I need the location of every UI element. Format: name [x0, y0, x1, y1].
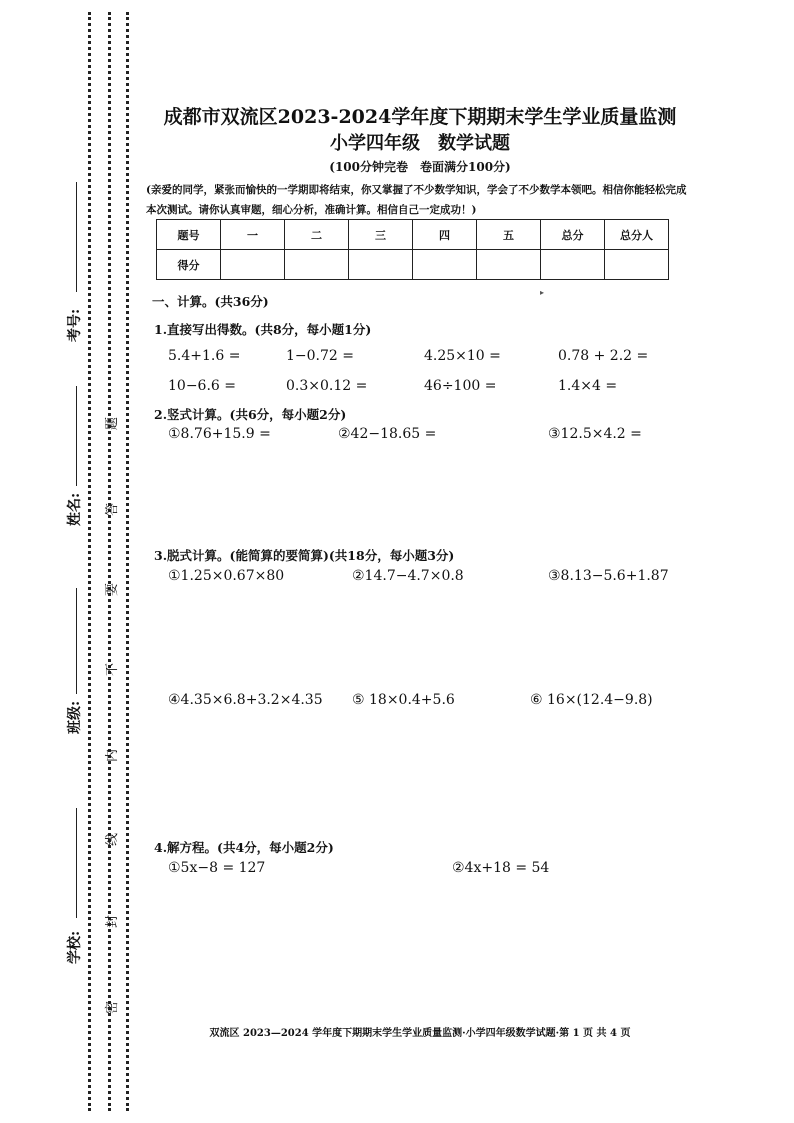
- score-cell[interactable]: [413, 250, 477, 280]
- exam-no-blank[interactable]: [76, 182, 77, 292]
- part1-title: 1.直接写出得数。(共8分，每小题1分): [154, 322, 372, 337]
- oral-item: 5.4+1.6 =: [168, 348, 241, 364]
- score-header-cell: 三: [349, 220, 413, 250]
- exam-title: 成都市双流区2023-2024学年度下期期末学生学业质量监测: [163, 106, 677, 128]
- vertical-calc-item: ③12.5×4.2 =: [548, 426, 642, 442]
- score-header-cell: 题号: [157, 220, 221, 250]
- score-cell[interactable]: [477, 250, 541, 280]
- score-table-score-row: [157, 250, 669, 280]
- scan-mark: ▸: [540, 288, 545, 297]
- score-header-cell: 二: [285, 220, 349, 250]
- step-calc-item: ②14.7−4.7×0.8: [352, 568, 464, 584]
- score-header-cell: 一: [221, 220, 285, 250]
- section1-title: 一、计算。(共36分): [152, 294, 269, 309]
- seal-char: 要: [105, 582, 121, 597]
- seal-char: 答: [105, 502, 121, 517]
- step-calc-item: ⑤ 18×0.4+5.6: [352, 692, 455, 708]
- seal-char: 密: [105, 1000, 121, 1015]
- seal-char: 封: [105, 914, 121, 929]
- exam-subtitle: 小学四年级 数学试题: [330, 133, 510, 154]
- score-cell[interactable]: [605, 250, 669, 280]
- score-header-cell: 五: [477, 220, 541, 250]
- oral-item: 46÷100 =: [424, 378, 497, 394]
- step-calc-item: ③8.13−5.6+1.87: [548, 568, 669, 584]
- score-cell[interactable]: [349, 250, 413, 280]
- class-label: 班级:: [67, 700, 83, 734]
- score-header-cell: 四: [413, 220, 477, 250]
- step-calc-item: ⑥ 16×(12.4−9.8): [530, 692, 653, 708]
- equation-item: ①5x−8 = 127: [168, 860, 266, 876]
- oral-item: 0.78 + 2.2 =: [558, 348, 649, 364]
- exam-intro: (亲爱的同学，紧张而愉快的一学期即将结束，你又掌握了不少数学知识，学会了不少数学本领吧。相信你能轻松完成本次测试。请你认真审题，细心分析，准确计算。相信自己一定成功！): [146, 184, 687, 216]
- exam-no-label: 考号:: [67, 308, 83, 342]
- part3-title: 3.脱式计算。(能简算的要简算)(共18分，每小题3分): [154, 548, 455, 563]
- score-cell[interactable]: [541, 250, 605, 280]
- vertical-calc-item: ①8.76+15.9 =: [168, 426, 271, 442]
- class-blank[interactable]: [76, 588, 77, 694]
- vertical-calc-item: ②42−18.65 =: [338, 426, 437, 442]
- seal-char: 不: [105, 662, 121, 677]
- score-header-cell: 总分人: [605, 220, 669, 250]
- oral-item: 4.25×10 =: [424, 348, 501, 364]
- oral-item: 1−0.72 =: [286, 348, 354, 364]
- exam-time-note: (100分钟完卷 卷面满分100分): [329, 160, 511, 174]
- seal-char: 线: [105, 832, 121, 847]
- seal-char: 题: [105, 416, 121, 431]
- name-blank[interactable]: [76, 386, 77, 486]
- part2-title: 2.竖式计算。(共6分，每小题2分): [154, 407, 347, 422]
- score-cell[interactable]: [285, 250, 349, 280]
- equation-item: ②4x+18 = 54: [452, 860, 550, 876]
- score-row-label: 得分: [157, 250, 221, 280]
- step-calc-item: ①1.25×0.67×80: [168, 568, 285, 584]
- binding-dotted-line-3: [126, 12, 129, 1111]
- name-label: 姓名:: [67, 492, 83, 526]
- oral-item: 0.3×0.12 =: [286, 378, 368, 394]
- oral-item: 10−6.6 =: [168, 378, 236, 394]
- score-table: [156, 219, 669, 280]
- score-header-cell: 总分: [541, 220, 605, 250]
- step-calc-item: ④4.35×6.8+3.2×4.35: [168, 692, 323, 708]
- page-footer: 双流区 2023—2024 学年度下期期末学生学业质量监测·小学四年级数学试题·第 1 页 共 4 页: [209, 1028, 631, 1039]
- school-label: 学校:: [67, 930, 83, 964]
- score-table-header-row: [157, 220, 669, 250]
- oral-item: 1.4×4 =: [558, 378, 618, 394]
- binding-dotted-line-1: [88, 12, 91, 1111]
- seal-char: 内: [105, 748, 121, 763]
- binding-dotted-line-2: [108, 12, 111, 1111]
- part4-title: 4.解方程。(共4分，每小题2分): [154, 840, 334, 855]
- school-blank[interactable]: [76, 808, 77, 918]
- score-cell[interactable]: [221, 250, 285, 280]
